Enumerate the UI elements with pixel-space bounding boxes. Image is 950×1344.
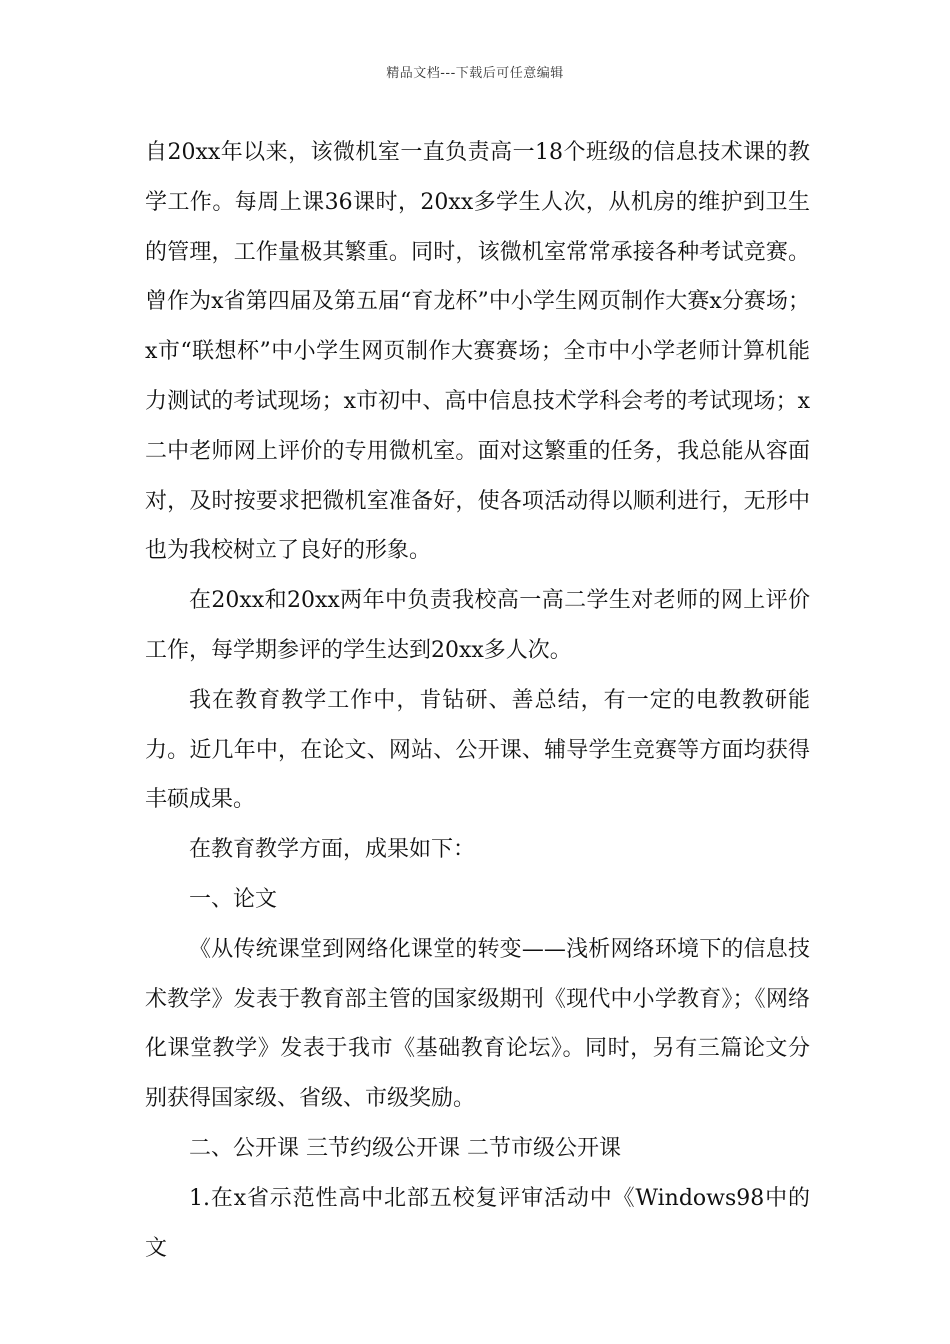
paragraph-achievements-intro: 在教育教学方面，成果如下： (189, 837, 476, 863)
section-heading-papers: 一、论文 (189, 886, 278, 912)
paragraph-online-evaluation: 在20xx和20xx两年中负责我校高一高二学生对老师的网上评价工作，每学期参评的学生达到20xx多人次。 (145, 588, 810, 663)
paragraph-lab-work: 自20xx年以来，该微机室一直负责高一18个班级的信息技术课的教学工作。每周上课36课时，20xx多学生人次，从机房的维护到卫生的管理，工作量极其繁重。同时，该微机室常常承接各种考试竞赛。曾作为x省第四届及第五届“育龙杯”中小学生网页制作大赛x分赛场；x市“联想杯”中小学生网页制作大赛赛场；全市中小学老师计算机能力测试的考试现场；x市初中、高中信息技术学科会考的考试现场；x二中老师网上评价的专用微机室。面对这繁重的任务，我总能从容面对，及时按要求把微机室准备好，使各项活动得以顺利进行，无形中也为我校树立了良好的形象。 (145, 140, 810, 564)
page-header: 精品文档---下载后可任意编辑 (386, 66, 564, 81)
section-heading-open-classes: 二、公开课 三节约级公开课 二节市级公开课 (189, 1135, 621, 1161)
paragraph-research-ability: 我在教育教学工作中，肯钻研、善总结，有一定的电教教研能力。近几年中，在论文、网站、公开课、辅导学生竞赛等方面均获得丰硕成果。 (145, 687, 810, 813)
document-body (145, 128, 810, 1273)
paragraph-open-class-item-1: 1.在x省示范性高中北部五校复评审活动中《Windows98中的文 (145, 1185, 810, 1261)
paragraph-papers: 《从传统课堂到网络化课堂的转变——浅析网络环境下的信息技术教学》发表于教育部主管的国家级期刊《现代中小学教育》；《网络化课堂教学》发表于我市《基础教育论坛》。同时，另有三篇论文分别获得国家级、省级、市级奖励。 (145, 936, 810, 1112)
